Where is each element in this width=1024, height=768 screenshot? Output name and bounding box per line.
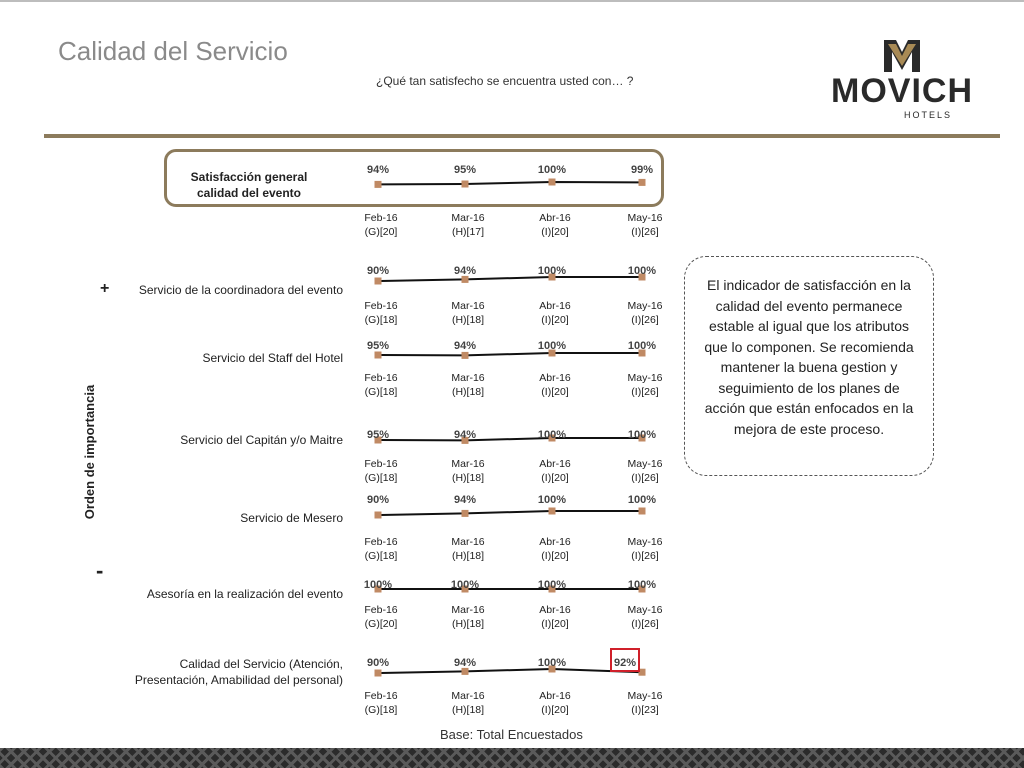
tick-label: May-16 (627, 458, 663, 470)
tick-label: (I)[26] (631, 550, 659, 562)
data-label: 94% (366, 164, 390, 176)
series-line (378, 277, 642, 281)
data-point (549, 508, 556, 515)
data-label: 94% (453, 340, 477, 352)
tick-label: Feb-16 (364, 604, 398, 616)
tick-label: Feb-16 (364, 690, 398, 702)
data-label: 100% (537, 265, 567, 277)
tick-label: (I)[26] (631, 314, 659, 326)
series-line (378, 182, 642, 184)
series-label: Servicio de Mesero (240, 511, 343, 525)
data-label: 90% (366, 494, 390, 506)
data-label: 100% (537, 340, 567, 352)
tick-label: Mar-16 (451, 300, 485, 312)
tick-label: Feb-16 (364, 212, 398, 224)
series-group (364, 579, 663, 630)
data-label: 94% (453, 429, 477, 441)
series-label: Servicio del Capitán y/o Maitre (180, 433, 343, 447)
tick-label: Abr-16 (539, 212, 571, 224)
tick-label: (I)[20] (541, 472, 569, 484)
series-label: Servicio de la coordinadora del evento (138, 283, 343, 297)
tick-label: (I)[20] (541, 550, 569, 562)
series-line (378, 438, 642, 440)
data-label: 100% (627, 340, 657, 352)
tick-label: (H)[17] (451, 226, 485, 238)
data-point (549, 179, 556, 186)
importance-minus: - (96, 558, 104, 583)
data-label: 90% (366, 265, 390, 277)
tick-label: (I)[23] (631, 704, 659, 716)
tick-label: (I)[26] (631, 226, 659, 238)
tick-label: Mar-16 (451, 536, 485, 548)
tick-label: (G)[18] (364, 704, 398, 716)
tick-label: Mar-16 (451, 458, 485, 470)
tick-label: Mar-16 (451, 372, 485, 384)
tick-label: May-16 (627, 604, 663, 616)
data-label: 100% (537, 579, 567, 591)
data-point (375, 512, 382, 519)
tick-label: (I)[20] (541, 386, 569, 398)
tick-label: May-16 (627, 690, 663, 702)
data-label: 100% (537, 429, 567, 441)
tick-label: (H)[18] (451, 550, 485, 562)
tick-label: Feb-16 (364, 300, 398, 312)
data-label: 100% (537, 657, 567, 669)
tick-label: (I)[20] (541, 704, 569, 716)
importance-plus: + (100, 280, 110, 297)
tick-label: (I)[20] (541, 314, 569, 326)
tick-label: Feb-16 (364, 536, 398, 548)
data-label: 100% (627, 265, 657, 277)
series-label-line: Presentación, Amabilidad del personal) (134, 673, 343, 687)
series-label: Servicio del Staff del Hotel (202, 351, 343, 365)
data-label: 92% (613, 657, 637, 669)
tick-label: (H)[18] (451, 314, 485, 326)
data-label: 100% (627, 579, 657, 591)
data-label: 95% (366, 340, 390, 352)
tick-label: May-16 (627, 300, 663, 312)
logo-subtext: HOTELS (903, 110, 953, 120)
series-line (378, 353, 642, 355)
series-group (364, 494, 662, 562)
series-line (378, 511, 642, 515)
series-line (378, 669, 642, 673)
tick-label: Abr-16 (539, 604, 571, 616)
data-point (375, 670, 382, 677)
footer-pattern (0, 748, 1024, 768)
data-label: 95% (366, 429, 390, 441)
tick-label: May-16 (627, 372, 663, 384)
tick-label: Mar-16 (451, 212, 485, 224)
tick-label: Abr-16 (539, 690, 571, 702)
data-label: 99% (630, 164, 654, 176)
data-label: 100% (450, 579, 480, 591)
data-point (375, 181, 382, 188)
page-subtitle: ¿Qué tan satisfecho se encuentra usted con… ? (376, 74, 634, 88)
tick-label: (G)[18] (364, 386, 398, 398)
tick-label: (H)[18] (451, 704, 485, 716)
tick-label: (G)[18] (364, 472, 398, 484)
tick-label: (I)[20] (541, 618, 569, 630)
tick-label: (I)[20] (541, 226, 569, 238)
tick-label: (G)[18] (364, 550, 398, 562)
tick-label: Mar-16 (451, 604, 485, 616)
data-label: 94% (453, 265, 477, 277)
data-point (462, 510, 469, 517)
y-axis-label: Orden de importancia (82, 384, 97, 520)
tick-label: Abr-16 (539, 536, 571, 548)
tick-label: May-16 (627, 212, 663, 224)
tick-label: (H)[18] (451, 472, 485, 484)
data-label: 95% (453, 164, 477, 176)
data-label: 94% (453, 494, 477, 506)
tick-label: Abr-16 (539, 458, 571, 470)
tick-label: Feb-16 (364, 458, 398, 470)
tick-label: (G)[18] (364, 314, 398, 326)
data-label: 100% (537, 164, 567, 176)
page-title: Calidad del Servicio (58, 36, 288, 66)
data-point (462, 352, 469, 359)
tick-label: May-16 (627, 536, 663, 548)
data-label: 100% (627, 429, 657, 441)
series-group (364, 164, 662, 238)
data-label: 90% (366, 657, 390, 669)
data-label: 94% (453, 657, 477, 669)
base-note: Base: Total Encuestados (440, 727, 583, 742)
series-label: Satisfacción general calidad del evento (190, 170, 308, 200)
data-point (639, 508, 646, 515)
tick-label: (H)[18] (451, 386, 485, 398)
data-point (375, 278, 382, 285)
series-label: Asesoría en la realización del evento (146, 587, 343, 601)
tick-label: (I)[26] (631, 472, 659, 484)
data-label: 100% (363, 579, 393, 591)
insight-note: El indicador de satisfacción en la calidad del evento permanece estable al igual que los atributos que lo componen. Se recomienda mantener la buena gestion y seguimiento de los planes de acción que están enfocados en la mejora de este proceso. (684, 256, 934, 476)
data-point (462, 181, 469, 188)
tick-label: (G)[20] (364, 618, 398, 630)
series-group (364, 340, 662, 398)
data-label: 100% (627, 494, 657, 506)
data-point (375, 352, 382, 359)
tick-label: Mar-16 (451, 690, 485, 702)
tick-label: Abr-16 (539, 372, 571, 384)
tick-label: (G)[20] (364, 226, 398, 238)
tick-label: Feb-16 (364, 372, 398, 384)
data-point (639, 179, 646, 186)
tick-label: (I)[26] (631, 386, 659, 398)
series-group (364, 429, 662, 484)
series-label-line: Calidad del Servicio (Atención, (179, 657, 343, 671)
series-group (364, 649, 662, 716)
logo-text: MOVICH (831, 72, 973, 110)
tick-label: (H)[18] (451, 618, 485, 630)
series-group (364, 265, 662, 326)
data-label: 100% (537, 494, 567, 506)
tick-label: (I)[26] (631, 618, 659, 630)
tick-label: Abr-16 (539, 300, 571, 312)
